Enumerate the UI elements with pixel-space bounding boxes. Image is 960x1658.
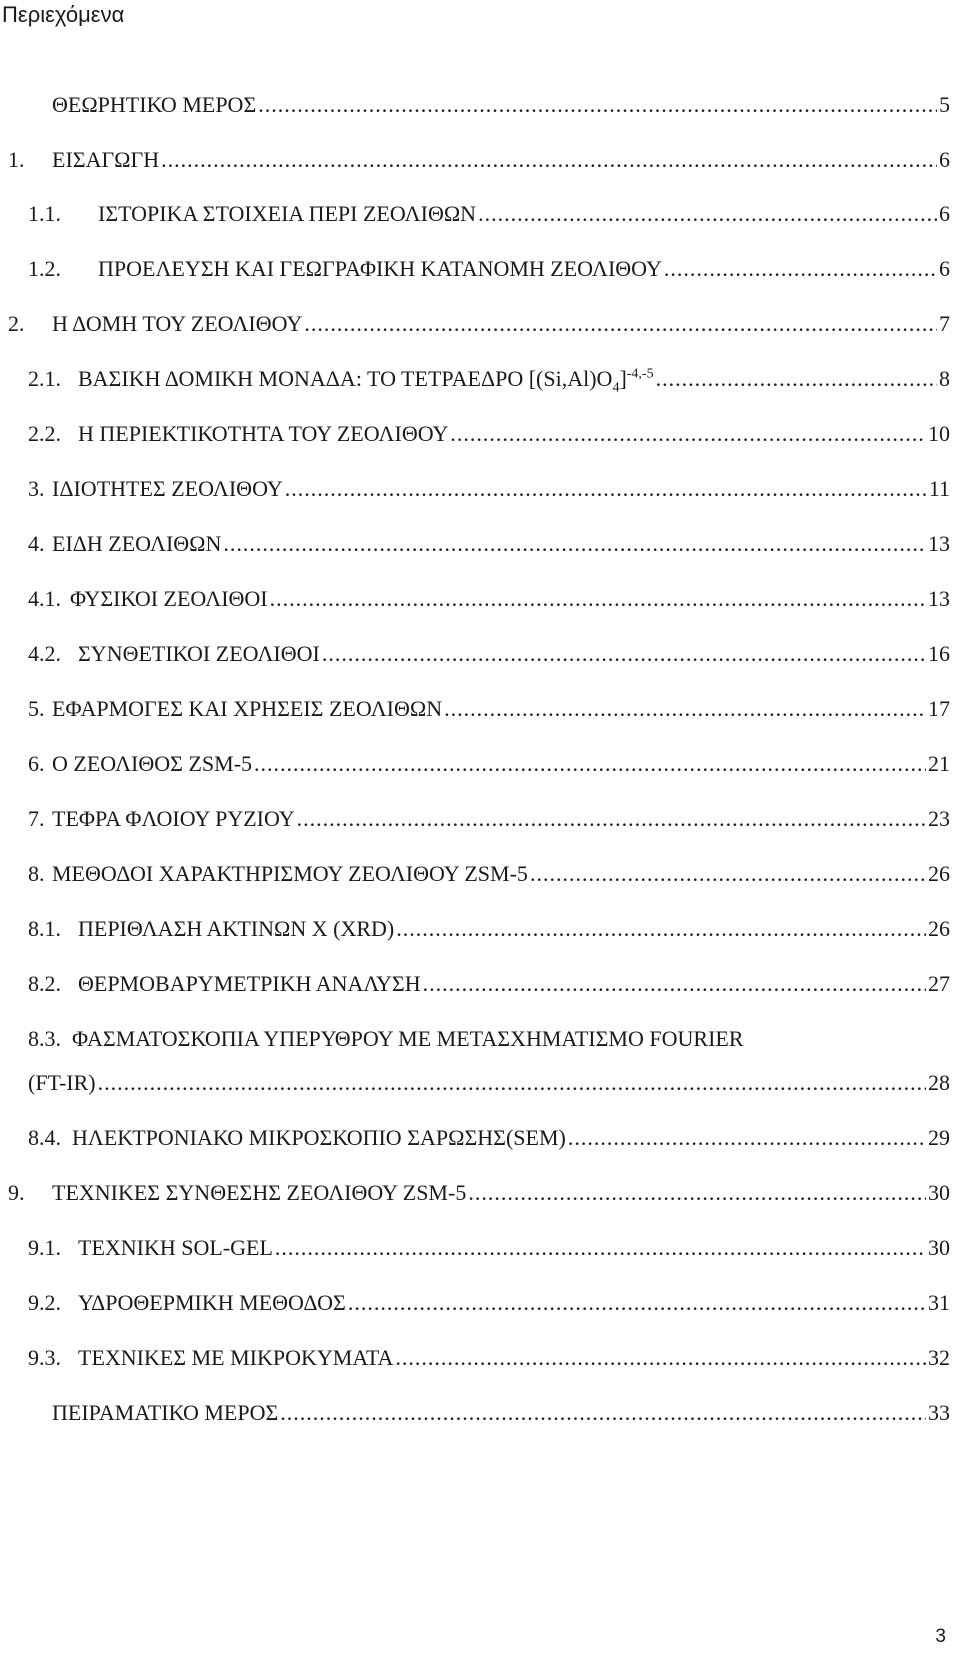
- toc-number: 7.: [28, 806, 45, 831]
- toc-page: 30: [928, 1180, 950, 1205]
- page-number: 3: [935, 1626, 946, 1647]
- toc-leader-dots: [98, 1068, 926, 1098]
- toc-entry-8-4[interactable]: [0, 1123, 950, 1153]
- toc-title: ΗΛΕΚΤΡΟΝΙΑΚΟ ΜΙΚΡΟΣΚΟΠΙΟ ΣΑΡΩΣΗΣ(SEM): [72, 1125, 566, 1150]
- toc-title: Η ΔΟΜΗ ΤΟΥ ΖΕΟΛΙΘΟΥ: [52, 311, 303, 336]
- toc-entry-9-2[interactable]: [0, 1288, 950, 1318]
- toc-leader-dots: [275, 1233, 926, 1263]
- toc-number: 4.: [28, 531, 45, 556]
- toc-entry-9-1[interactable]: [0, 1233, 950, 1263]
- toc-page: 7: [939, 311, 950, 336]
- toc-leader-dots: [444, 694, 926, 724]
- toc-number: 8.2.: [28, 971, 61, 996]
- toc-entry-6[interactable]: [0, 749, 950, 779]
- toc-page: 23: [928, 806, 950, 831]
- toc-entry-9-3[interactable]: [0, 1343, 950, 1373]
- toc-number: 2.: [8, 311, 25, 336]
- toc-entry-8-2[interactable]: [0, 969, 950, 999]
- toc-number: 9.: [8, 1180, 25, 1205]
- toc-title: ΠΕΡΙΘΛΑΣΗ ΑΚΤΙΝΩΝ Χ (XRD): [78, 916, 395, 941]
- toc-leader-dots: [254, 749, 926, 779]
- toc-page: 5: [939, 92, 950, 117]
- toc-page: 10: [928, 421, 950, 446]
- toc-entry-4-1[interactable]: [0, 584, 950, 614]
- toc-page: 26: [928, 861, 950, 886]
- toc-title: ΙΣΤΟΡΙΚΑ ΣΤΟΙΧΕΙΑ ΠΕΡΙ ΖΕΟΛΙΘΩΝ: [98, 201, 477, 226]
- toc-number: 9.3.: [28, 1345, 61, 1370]
- toc-title: ΤΕΧΝΙΚΕΣ ΣΥΝΘΕΣΗΣ ΖΕΟΛΙΘΟΥ ZSM-5: [52, 1180, 467, 1205]
- toc-leader-dots: [478, 199, 937, 229]
- toc-entry-8[interactable]: [0, 859, 950, 889]
- page-heading: Περιεχόμενα: [2, 2, 125, 27]
- toc-number: 9.1.: [28, 1235, 61, 1260]
- toc-leader-dots: [285, 474, 927, 504]
- toc-entry-7[interactable]: [0, 804, 950, 834]
- toc-number: 4.1.: [28, 586, 61, 611]
- toc-page: 13: [928, 531, 950, 556]
- toc-title: ΘΕΡΜΟΒΑΡΥΜΕΤΡΙΚΗ ΑΝΑΛΥΣΗ: [78, 971, 421, 996]
- toc-number: 5.: [28, 696, 45, 721]
- toc-entry-1-1[interactable]: [0, 199, 950, 229]
- toc-number: 3.: [28, 476, 45, 501]
- toc-entry-2-2[interactable]: [0, 419, 950, 449]
- toc-entry-experimental[interactable]: [0, 1398, 950, 1428]
- toc-entry-8-3[interactable]: [0, 1024, 950, 1104]
- toc-title: ΕΙΔΗ ΖΕΟΛΙΘΩΝ: [52, 531, 222, 556]
- toc-leader-dots: [161, 145, 937, 175]
- toc-entry-1-2[interactable]: [0, 254, 950, 284]
- toc-leader-dots: [304, 309, 937, 339]
- toc-entry-5[interactable]: [0, 694, 950, 724]
- toc-entry-4[interactable]: [0, 529, 950, 559]
- toc-page: 8: [939, 366, 950, 391]
- toc-leader-dots: [348, 1288, 926, 1318]
- toc-leader-dots: [297, 804, 926, 834]
- toc-page: 21: [928, 751, 950, 776]
- toc-leader-dots: [656, 364, 937, 394]
- toc-title-continuation: (FT-IR): [28, 1070, 96, 1095]
- toc-entry-8-1[interactable]: [0, 914, 950, 944]
- toc-title: ΕΙΣΑΓΩΓΗ: [52, 147, 160, 172]
- toc-title: ΥΔΡΟΘΕΡΜΙΚΗ ΜΕΘΟΔΟΣ: [78, 1290, 346, 1315]
- toc-number: 4.2.: [28, 641, 61, 666]
- toc-title: ΦΥΣΙΚΟΙ ΖΕΟΛΙΘΟΙ: [70, 586, 268, 611]
- toc-page: 6: [939, 256, 950, 281]
- toc-leader-dots: [280, 1398, 926, 1428]
- toc-title: ΣΥΝΘΕΤΙΚΟΙ ΖΕΟΛΙΘΟΙ: [78, 641, 320, 666]
- toc-title: ΕΦΑΡΜΟΓΕΣ ΚΑΙ ΧΡΗΣΕΙΣ ΖΕΟΛΙΘΩΝ: [52, 696, 443, 721]
- toc-leader-dots: [530, 859, 926, 889]
- toc-title: Η ΠΕΡΙΕΚΤΙΚΟΤΗΤΑ ΤΟΥ ΖΕΟΛΙΘΟΥ: [78, 421, 449, 446]
- toc-entry-2-1[interactable]: [0, 364, 950, 394]
- toc-page: 31: [928, 1290, 950, 1315]
- toc-page: 27: [928, 971, 950, 996]
- toc-number: 6.: [28, 751, 45, 776]
- toc-number: 1.2.: [28, 256, 61, 281]
- toc-page: 6: [939, 201, 950, 226]
- toc-number: 2.2.: [28, 421, 61, 446]
- toc-title: ΠΡΟΕΛΕΥΣΗ ΚΑΙ ΓΕΩΓΡΑΦΙΚΗ ΚΑΤΑΝΟΜΗ ΖΕΟΛΙΘΟΥ: [98, 256, 662, 281]
- toc-leader-dots: [258, 90, 937, 120]
- toc-leader-dots: [468, 1178, 926, 1208]
- toc-leader-dots: [223, 529, 926, 559]
- toc-number: 8.4.: [28, 1125, 61, 1150]
- toc-page: 30: [928, 1235, 950, 1260]
- toc-title: ΦΑΣΜΑΤΟΣΚΟΠΙΑ ΥΠΕΡΥΘΡΟΥ ΜΕ ΜΕΤΑΣΧΗΜΑΤΙΣΜΟ FOURIER: [72, 1026, 744, 1051]
- toc-page: 28: [928, 1070, 950, 1095]
- toc-title: ΘΕΩΡΗΤΙΚΟ ΜΕΡΟΣ: [52, 92, 257, 117]
- toc-title: ΤΕΧΝΙΚΗ SOL-GEL: [78, 1235, 273, 1260]
- toc-page: 13: [928, 586, 950, 611]
- toc-leader-dots: [322, 639, 926, 669]
- toc-leader-dots: [395, 1343, 926, 1373]
- toc-number: 9.2.: [28, 1290, 61, 1315]
- toc-page: 11: [928, 476, 950, 501]
- toc-title: ΜΕΘΟΔΟΙ ΧΑΡΑΚΤΗΡΙΣΜΟΥ ΖΕΟΛΙΘΟΥ ZSM-5: [52, 861, 528, 886]
- toc-leader-dots: [450, 419, 926, 449]
- toc-page: 6: [939, 147, 950, 172]
- toc-number: 1.: [8, 147, 25, 172]
- toc-number: 2.1.: [28, 366, 61, 391]
- toc-entry-4-2[interactable]: [0, 639, 950, 669]
- toc-entry-theoretical[interactable]: [0, 90, 950, 120]
- toc-number: 8.: [28, 861, 45, 886]
- toc-page: 29: [928, 1125, 950, 1150]
- toc-entry-1[interactable]: [0, 145, 950, 175]
- toc-title: ΒΑΣΙΚΗ ΔΟΜΙΚΗ ΜΟΝΑΔΑ: ΤΟ ΤΕΤΡΑΕΔΡΟ $[(Si,Al)O_4]^{-4,-5}$: [78, 366, 654, 396]
- toc-leader-dots: [664, 254, 937, 284]
- toc-title: Ο ΖΕΟΛΙΘΟΣ ZSM-5: [52, 751, 253, 776]
- toc-entry-2[interactable]: [0, 309, 950, 339]
- toc-number: 8.1.: [28, 916, 61, 941]
- toc-page: 32: [928, 1345, 950, 1370]
- toc-number: 8.3.: [28, 1026, 61, 1051]
- superscript: -4,-5: [626, 366, 654, 382]
- toc-page: 17: [928, 696, 950, 721]
- toc-title: ΙΔΙΟΤΗΤΕΣ ΖΕΟΛΙΘΟΥ: [52, 476, 283, 501]
- toc-title: ΠΕΙΡΑΜΑΤΙΚΟ ΜΕΡΟΣ: [52, 1400, 279, 1425]
- toc-leader-dots: [423, 969, 926, 999]
- toc-page: 16: [928, 641, 950, 666]
- toc-entry-9[interactable]: [0, 1178, 950, 1208]
- subscript: 4: [612, 380, 620, 396]
- toc-number: 1.1.: [28, 201, 61, 226]
- toc-leader-dots: [270, 584, 926, 614]
- toc-title: ΤΕΦΡΑ ΦΛΟΙΟΥ ΡΥΖΙΟΥ: [52, 806, 295, 831]
- toc-entry-3[interactable]: [0, 474, 950, 504]
- toc-page: 26: [928, 916, 950, 941]
- toc-leader-dots: [396, 914, 926, 944]
- toc-leader-dots: [568, 1123, 926, 1153]
- toc-page: 33: [928, 1400, 950, 1425]
- toc-title: ΤΕΧΝΙΚΕΣ ΜΕ ΜΙΚΡΟΚΥΜΑΤΑ: [78, 1345, 394, 1370]
